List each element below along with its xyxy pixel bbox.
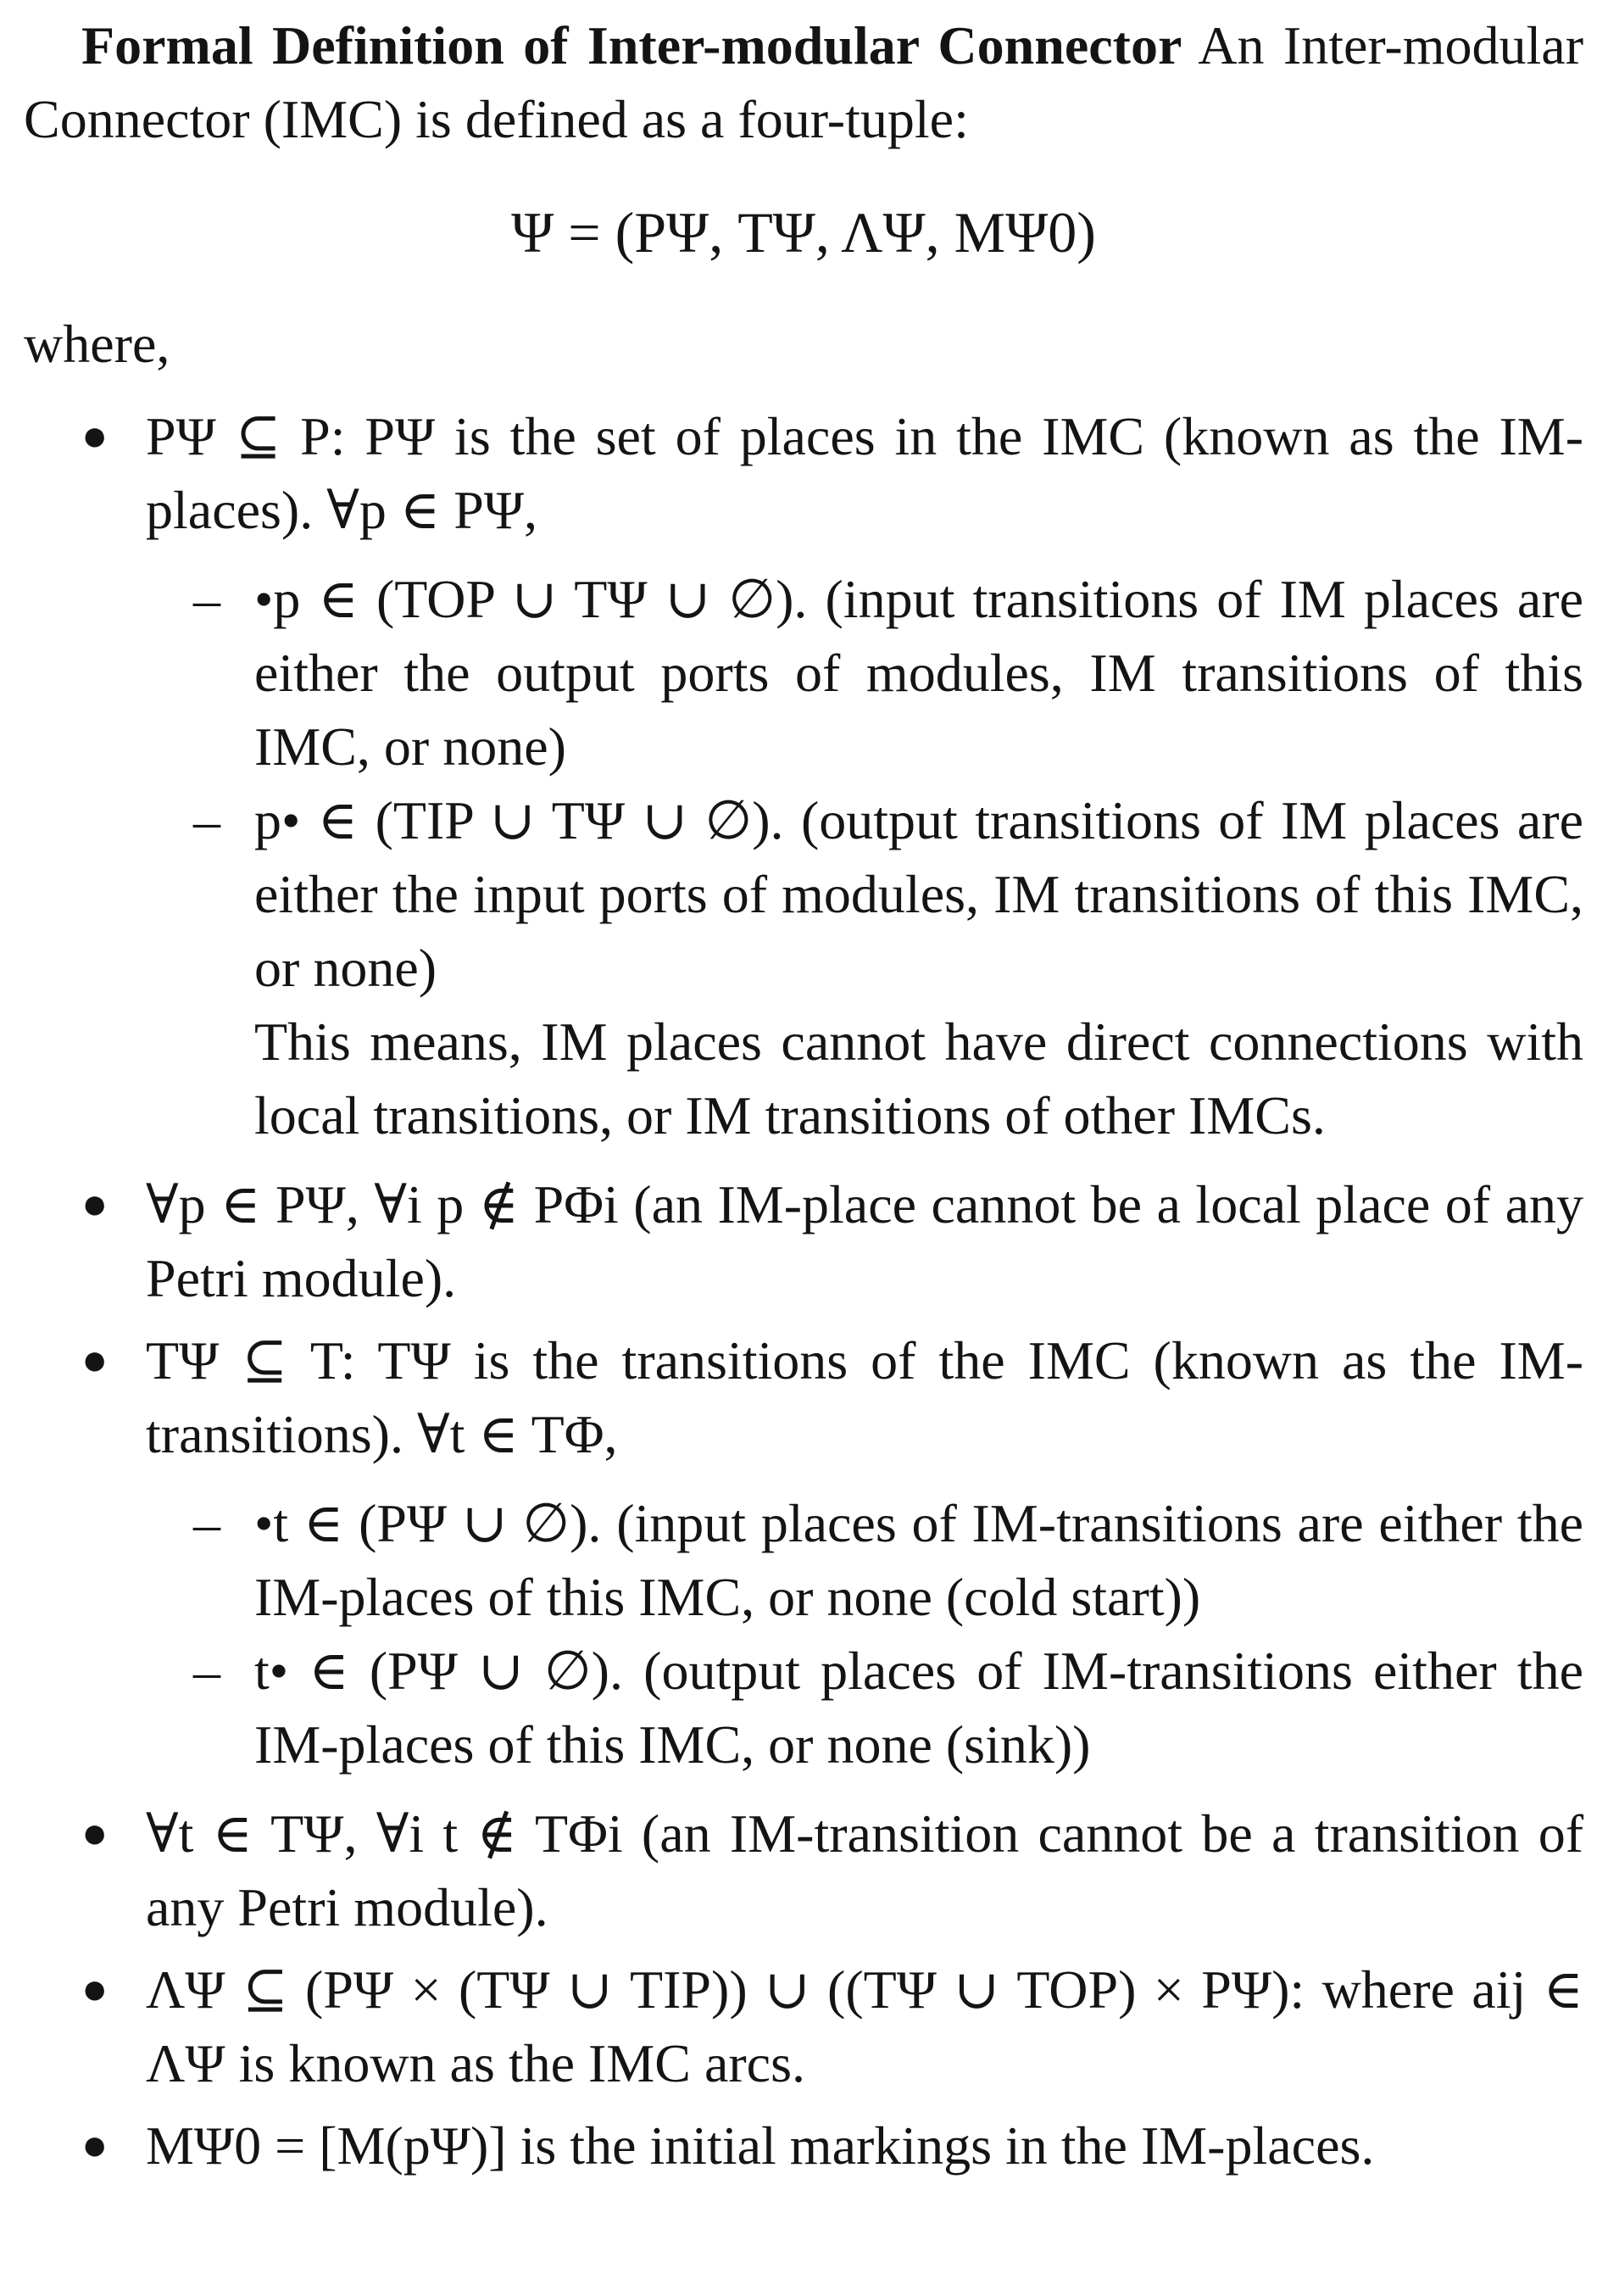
list-item-math: ∀t ∈ TΨ, ∀i t ∉ TΦi [146,1803,623,1864]
list-item-math: TΨ ⊆ T: TΨ [146,1330,451,1390]
list-item-body: is the set of places in the IMC (known as the IM-places). ∀p ∈ PΨ, [146,406,1584,540]
list-item-math: ∀p ∈ PΨ, ∀i p ∉ PΦi [146,1174,619,1234]
sub-list-item-math: •p ∈ (TOP ∪ TΨ ∪ ∅). [254,569,808,629]
list-item [24,1168,1583,1315]
sub-list-item-text [254,1634,1583,1781]
dash-icon: – [193,1493,220,1553]
list-item-math: MΨ0 = [M(pΨ)] [146,2115,507,2176]
sub-list-item [146,1486,1583,1634]
list-item-body: where aij ∈ ΛΨ is known as the IMC arcs. [146,1959,1584,2093]
sub-list-item-body: (input transitions of IM places are either the output ports of modules, IM transitions of this IMC, or none) [254,569,1584,777]
sub-list-item-text [254,1486,1583,1634]
four-tuple-equation-text: Ψ = (PΨ, TΨ, ΛΨ, MΨ0) [511,200,1096,265]
definition-list [24,399,1583,2182]
definition-paragraph [24,8,1583,156]
sub-list [146,1486,1583,1781]
list-item-math: ΛΨ ⊆ (PΨ × (TΨ ∪ TIP)) ∪ ((TΨ ∪ TOP) × PΨ): [146,1959,1305,2020]
bullet-icon: ● [81,2121,108,2170]
sub-list-item-text [254,783,1583,1005]
list-item-text [146,1953,1583,2100]
bullet-icon: ● [81,1336,108,1385]
list-item-body: is the initial markings in the IM-places. [520,2115,1375,2176]
list-item-body: is the transitions of the IMC (known as the IM-transitions). ∀t ∈ TΦ, [146,1330,1584,1464]
list-item [24,399,1583,1152]
sub-list-item-body: (output places of IM-transitions either the IM-places of this IMC, or none (sink)) [254,1641,1584,1775]
paper-page [24,8,1583,2191]
sub-list-note: This means, IM places cannot have direct connections with local transitions, or IM transitions of other IMCs. [254,1011,1583,1145]
list-item [24,1953,1583,2100]
bullet-icon: ● [81,1809,108,1858]
bullet-icon: ● [81,1965,108,2014]
bullet-icon: ● [81,412,108,460]
sub-list [146,562,1583,1152]
list-item-text [146,399,1583,547]
dash-icon: – [193,569,220,629]
sub-list-item-body: (output transitions of IM places are either the input ports of modules, IM transitions of this IMC, or none) [254,790,1584,998]
list-item-body: (an IM-transition cannot be a transition of any Petri module). [146,1803,1584,1937]
sub-list-item-math: •t ∈ (PΨ ∪ ∅). [254,1493,602,1553]
sub-list-item-body: (input places of IM-transitions are either the IM-places of this IMC, or none (cold start)) [254,1493,1584,1627]
sub-list-item [146,562,1583,783]
sub-list-item [146,1634,1583,1781]
dash-icon: – [193,790,220,850]
list-item [24,2109,1583,2182]
list-item [24,1797,1583,1944]
where-label: where, [24,314,170,374]
list-item-text [146,2109,1583,2182]
sub-list-item [146,783,1583,1152]
definition-title: Formal Definition of Inter-modular Connector [81,15,1182,75]
list-item-text [146,1324,1583,1471]
list-item-text [146,1797,1583,1944]
definition-intro: An Inter-modular Connector (IMC) is defined as a four-tuple: [24,15,1584,149]
bullet-icon: ● [81,1180,108,1229]
sub-list-item-text [254,562,1583,783]
list-item [24,1324,1583,1781]
list-item-text [146,1168,1583,1315]
list-item-body: (an IM-place cannot be a local place of any Petri module). [146,1174,1583,1308]
sub-list-item-math: p• ∈ (TIP ∪ TΨ ∪ ∅). [254,790,784,850]
dash-icon: – [193,1641,220,1701]
list-item-math: PΨ ⊆ P: PΨ [146,406,436,466]
sub-list-item-math: t• ∈ (PΨ ∪ ∅). [254,1641,623,1701]
four-tuple-equation [24,190,1583,275]
